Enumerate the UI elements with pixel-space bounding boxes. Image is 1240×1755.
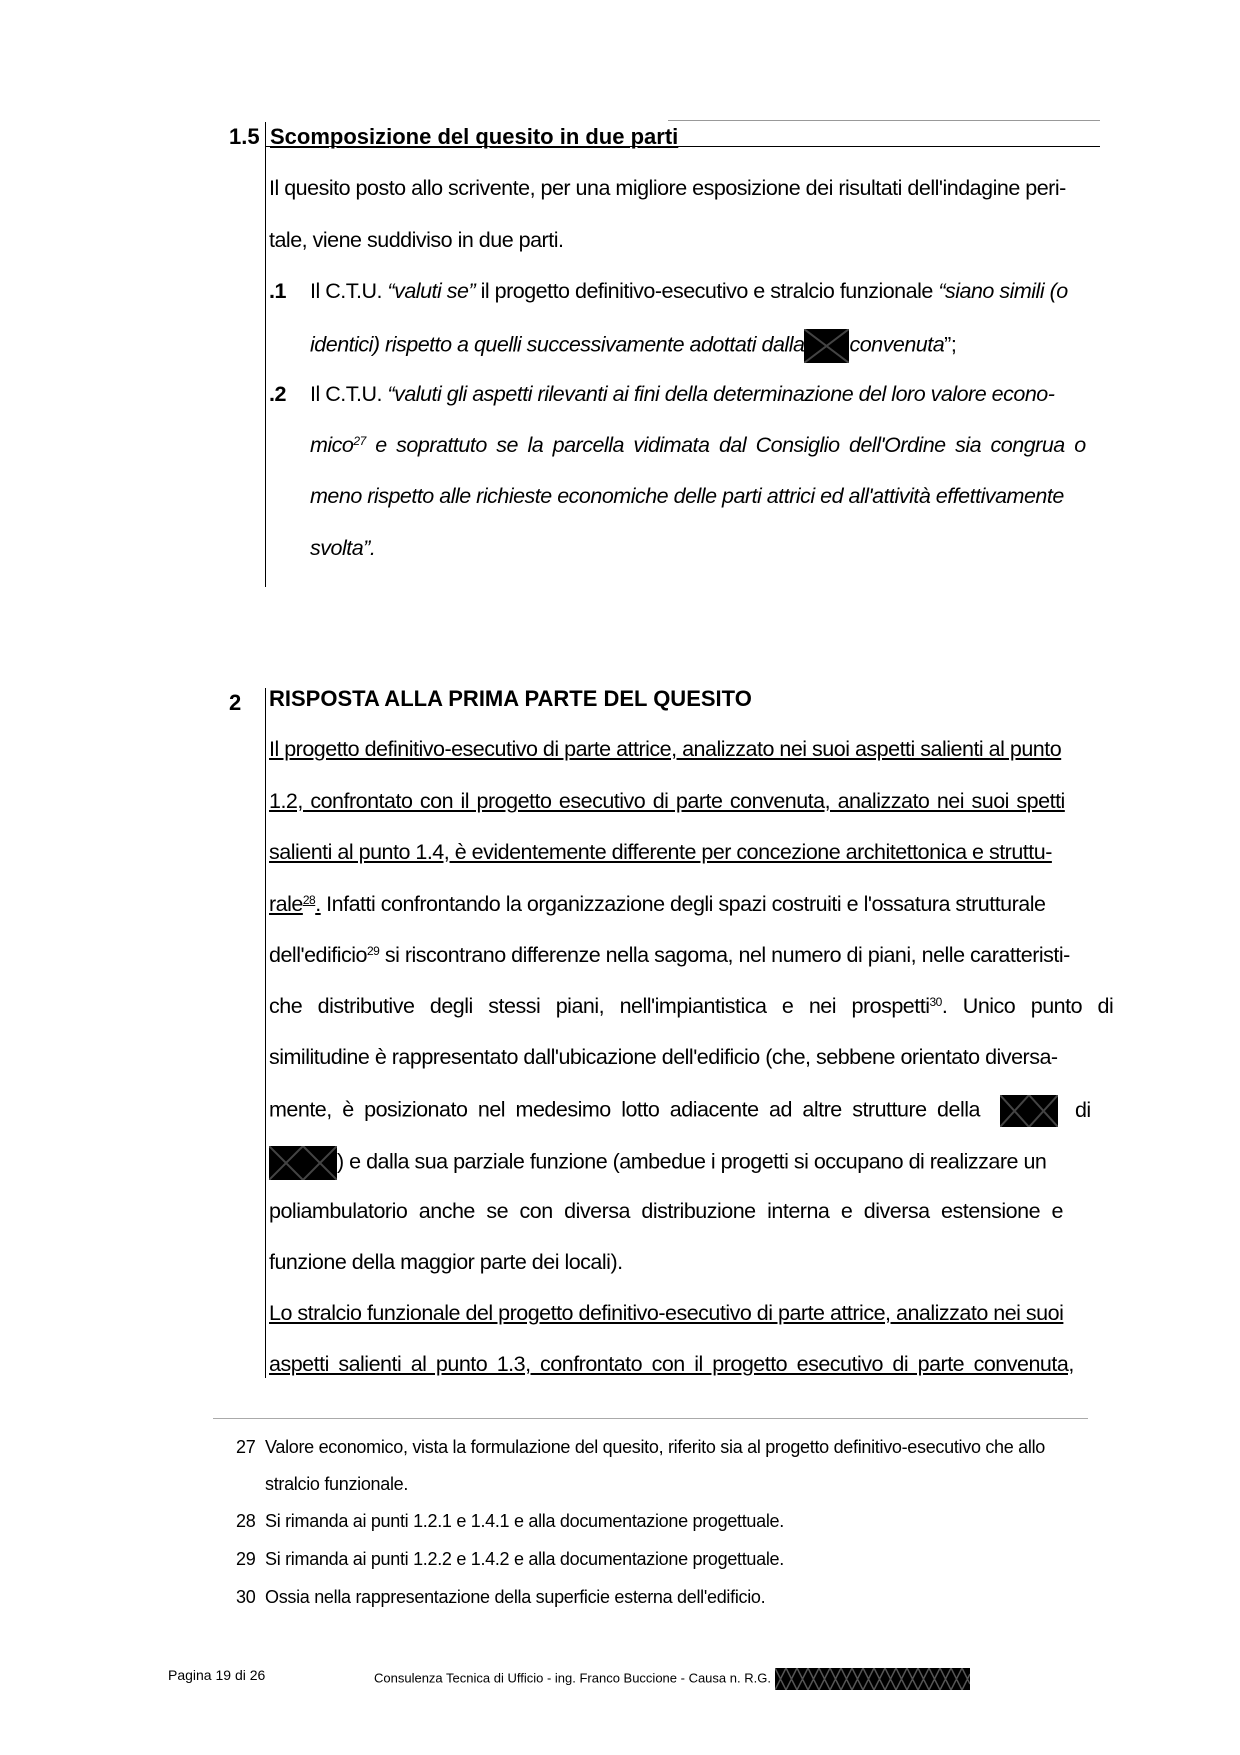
text: Il C.T.U. [310,382,388,406]
footnote-number: 29 [236,1549,256,1569]
list-item-line [310,432,1086,458]
paragraph-line [269,891,1045,917]
redaction-block [1000,1095,1058,1127]
footnote-text: Valore economico, vista la formulazione del quesito, riferito sia al progetto definitivo-esecutivo che allo [265,1437,1045,1457]
text: ”; [944,332,957,357]
list-item-number: .2 [269,382,286,406]
footnote-text: Si rimanda ai punti 1.2.1 e 1.4.1 e alla documentazione progettuale. [265,1511,784,1531]
footnote-number: 30 [236,1587,256,1607]
footnote-ref[interactable]: 30 [929,995,942,1009]
text: . Unico punto di [941,994,1114,1018]
paragraph-line: tale, viene suddiviso in due parti. [269,228,564,252]
paragraph-line: funzione della maggior parte dei locali). [269,1250,623,1274]
quote: “valuti gli aspetti rilevanti ai fini della determinazione del loro valore econo- [387,382,1055,406]
section-title: Scomposizione del quesito in due parti [270,124,679,149]
text: si riscontrano differenze nella sagoma, nel numero di piani, nelle caratteristi- [379,943,1070,967]
text: che distributive degli stessi piani, nell'impiantistica e nei prospetti [269,994,930,1018]
quote: “valuti se” [387,279,476,303]
footnote-ref[interactable]: 29 [367,944,380,958]
text: mico [310,433,354,457]
list-item-line [310,278,1082,304]
paragraph-line: similitudine è rappresentato dall'ubicazione dell'edificio (che, sebbene orientato diversa- [269,1045,1058,1069]
section-1-5-top-rule [668,120,1100,121]
list-item-number: .1 [269,279,286,303]
text: Il quesito posto allo scrivente, per una migliore esposizione dei risultati dell'indagine peri- [269,176,1066,200]
footnote-text: Ossia nella rappresentazione della superficie esterna dell'edificio. [265,1587,766,1607]
paragraph-line: Il progetto definitivo-esecutivo di parte attrice, analizzato nei suoi aspetti salienti al punto [269,737,1062,761]
footnote [236,1437,255,1458]
paragraph-line [269,1146,1046,1180]
text: ) e dalla sua parziale funzione (ambedue i progetti si occupano di realizzare un [337,1149,1047,1174]
footnote-ref[interactable]: 28 [302,893,316,907]
text: il progetto definitivo-esecutivo e stralcio funzionale [475,279,939,303]
paragraph-line: Lo stralcio funzionale del progetto definitivo-esecutivo di parte attrice, analizzato nei suoi [269,1301,1064,1325]
paragraph-line [269,1095,1091,1127]
text: di [1074,1097,1091,1122]
redaction-block [269,1146,337,1180]
paragraph-line: poliambulatorio anche se con diversa distribuzione interna e diversa estensione e [269,1199,1063,1223]
text: e soprattuto se la parcella vidimata dal Consiglio dell'Ordine sia congrua o [365,433,1086,457]
margin-rule-section-1-5 [265,122,266,587]
footnote-text: Si rimanda ai punti 1.2.2 e 1.4.2 e alla documentazione progettuale. [265,1549,784,1569]
text: dell'edificio [269,943,367,967]
footnote-text: stralcio funzionale. [265,1474,409,1494]
section-number: 2 [229,690,242,715]
text: mente, è posizionato nel medesimo lotto adiacente ad altre strutture della [269,1097,980,1122]
text: Consulenza Tecnica di Ufficio - ing. Franco Buccione - Causa n. R.G. [374,1670,771,1686]
footer-text [374,1668,970,1690]
text: . [315,892,321,916]
paragraph-line: salienti al punto 1.4, è evidentemente differente per concezione architettonica e struttu- [269,840,1052,864]
paragraph-line: 1.2, confrontato con il progetto esecutivo di parte convenuta, analizzato nei suoi spetti [269,789,1065,813]
list-item-line [310,381,1054,407]
paragraph-line: aspetti salienti al punto 1.3, confrontato con il progetto esecutivo di parte convenuta, [269,1352,1074,1376]
page-number: Pagina 19 di 26 [168,1667,266,1683]
margin-rule-section-2 [265,688,266,1378]
text: convenuta [849,332,945,357]
redaction-block [775,1668,970,1690]
list-item-line [310,329,956,363]
paragraph-line [269,993,1113,1019]
text: rale [269,892,303,916]
section-title: RISPOSTA ALLA PRIMA PARTE DEL QUESITO [269,686,752,711]
quote: “siano simili (o [938,279,1068,303]
text: Infatti confrontando la organizzazione degli spazi costruiti e l'ossatura strutturale [320,892,1046,916]
text: identici) rispetto a quelli successivamente adottati dalla [310,332,805,357]
text: Il C.T.U. [310,279,388,303]
paragraph-line [269,175,1081,201]
footnote-number: 27 [236,1437,256,1457]
section-number: 1.5 [229,124,260,149]
footnote-separator [213,1418,1088,1419]
paragraph-line [269,942,1070,968]
redaction-block [804,329,849,363]
footnote-ref[interactable]: 27 [353,434,366,448]
list-item-line: svolta”. [310,536,376,560]
list-item-line: meno rispetto alle richieste economiche delle parti attrici ed all'attività effettivamente [310,484,1064,508]
footnote-number: 28 [236,1511,256,1531]
